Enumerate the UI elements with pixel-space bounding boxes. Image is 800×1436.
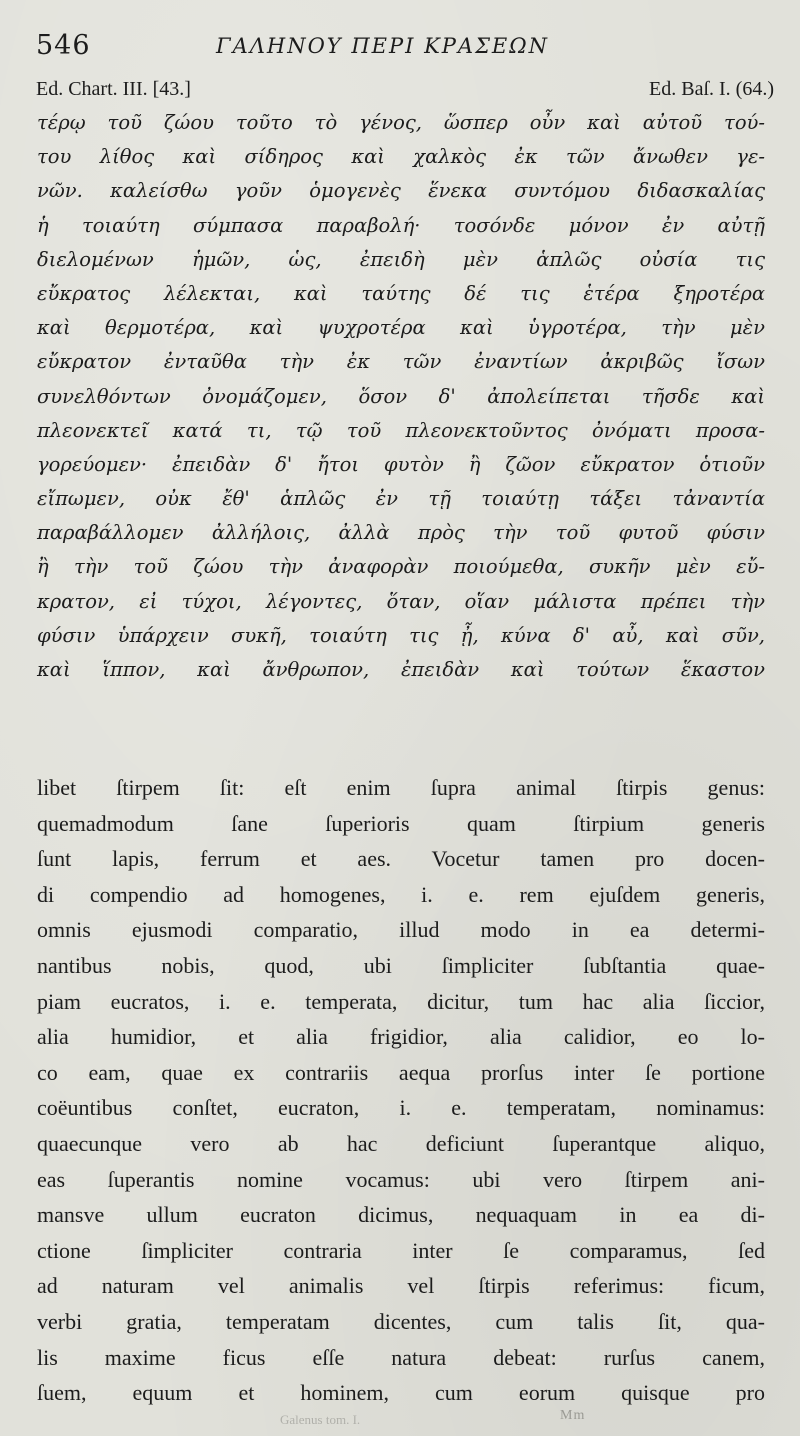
latin-text-line: co eam, quae ex contrariis aequa prorſus inter ſe portione <box>37 1059 765 1085</box>
greek-text-line: παραβάλλομεν ἀλλήλοις, ἀλλὰ πρὸς τὴν τοῦ φυτοῦ φύσιν <box>37 521 765 545</box>
greek-text-line: κρατον, εἰ τύχοι, λέγοντες, ὅταν, οἵαν μάλιστα πρέπει τὴν <box>37 589 765 613</box>
greek-text-line: φύσιν ὑπάρχειν συκῆ, τοιαύτη τις ᾖ, κύνα δ' αὖ, καὶ σῦν, <box>37 623 765 647</box>
greek-text-line: εἴπωμεν, οὐκ ἔθ' ἁπλῶς ἐν τῇ τοιαύτῃ τάξει τἀναντία <box>37 487 765 511</box>
edition-reference-left: Ed. Chart. III. [43.] <box>36 78 191 100</box>
latin-text-line: alia humidior, et alia frigidior, alia calidior, eo lo- <box>37 1024 765 1050</box>
running-title: ΓΑΛΗΝΟΥ ΠΕΡΙ ΚΡΑΣΕΩΝ <box>216 34 550 58</box>
latin-text-line: lis maxime ficus eſſe natura debeat: rurſus canem, <box>37 1344 765 1370</box>
latin-text-line: mansve ullum eucraton dicimus, nequaquam in ea di- <box>37 1202 765 1228</box>
page-header <box>36 22 774 100</box>
signature-left-faint: Galenus tom. I. <box>280 1412 361 1427</box>
edition-reference-right: Ed. Baſ. I. (64.) <box>649 78 774 100</box>
latin-text-line: di compendio ad homogenes, i. e. rem ejuſdem generis, <box>37 881 765 907</box>
greek-text-line: συνελθόντων ὀνομάζομεν, ὅσον δ' ἀπολείπεται τῆσδε καὶ <box>37 384 765 408</box>
latin-text-line: coëuntibus conſtet, eucraton, i. e. temperatam, nominamus: <box>37 1095 765 1121</box>
signature-faint: Mm <box>560 1408 586 1423</box>
greek-text-line: καὶ θερμοτέρα, καὶ ψυχροτέρα καὶ ὑγροτέρα, τὴν μὲν <box>37 316 765 340</box>
greek-text-line: του λίθος καὶ σίδηρος καὶ χαλκὸς ἐκ τῶν ἄνωθεν γε- <box>37 145 765 169</box>
latin-text-line: ad naturam vel animalis vel ſtirpis referimus: ficum, <box>37 1273 765 1299</box>
greek-text-line: ἡ τοιαύτη σύμπασα παραβολή· τοσόνδε μόνον ἐν αὐτῇ <box>37 213 765 237</box>
greek-text-line: διελομένων ἡμῶν, ὡς, ἐπειδὴ μὲν ἁπλῶς οὐσία τις <box>37 247 765 271</box>
latin-text-line: omnis ejusmodi comparatio, illud modo in ea determi- <box>37 917 765 943</box>
greek-text-line: νῶν. καλείσθω γοῦν ὁμογενὲς ἕνεκα συντόμου διδασκαλίας <box>37 179 765 203</box>
latin-text-line: ſuem, equum et hominem, cum eorum quisque pro <box>37 1380 765 1406</box>
latin-text-line: quaecunque vero ab hac deficiunt ſuperantque aliquo, <box>37 1130 765 1156</box>
latin-text-block <box>37 770 765 1411</box>
latin-text-line: ctione ſimpliciter contraria inter ſe comparamus, ſed <box>37 1237 765 1263</box>
latin-text-line: nantibus nobis, quod, ubi ſimpliciter ſubſtantia quae- <box>37 952 765 978</box>
greek-text-block <box>37 106 765 687</box>
greek-text-line: τέρῳ τοῦ ζώου τοῦτο τὸ γένος, ὥσπερ οὖν καὶ αὐτοῦ τού- <box>37 111 765 134</box>
latin-text-line: libet ſtirpem ſit: eſt enim ſupra animal ſtirpis genus: <box>37 775 765 800</box>
greek-text-line: γορεύομεν· ἐπειδὰν δ' ἤτοι φυτὸν ἢ ζῶον εὔκρατον ὁτιοῦν <box>37 452 765 476</box>
greek-text-line: καὶ ἵππον, καὶ ἄνθρωπον, ἐπειδὰν καὶ τούτων ἕκαστον <box>37 658 765 681</box>
page-number: 546 <box>36 30 91 61</box>
greek-text-line: ἢ τὴν τοῦ ζώου τὴν ἀναφορὰν ποιούμεθα, συκῆν μὲν εὔ- <box>37 555 765 579</box>
latin-text-line: eas ſuperantis nomine vocamus: ubi vero ſtirpem ani- <box>37 1166 765 1192</box>
latin-text-line: piam eucratos, i. e. temperata, dicitur, tum hac alia ſiccior, <box>37 988 765 1014</box>
latin-text-line: verbi gratia, temperatam dicentes, cum talis ſit, qua- <box>37 1308 765 1334</box>
greek-text-line: εὔκρατον ἐνταῦθα τὴν ἐκ τῶν ἐναντίων ἀκριβῶς ἴσων <box>37 350 765 374</box>
latin-text-line: quemadmodum ſane ſuperioris quam ſtirpium generis <box>37 810 765 836</box>
greek-text-line: πλεονεκτεῖ κατά τι, τῷ τοῦ πλεονεκτοῦντος ὀνόματι προσα- <box>37 418 765 442</box>
latin-text-line: ſunt lapis, ferrum et aes. Vocetur tamen pro docen- <box>37 846 765 872</box>
greek-text-line: εὔκρατος λέλεκται, καὶ ταύτης δέ τις ἑτέρα ξηροτέρα <box>37 281 765 305</box>
